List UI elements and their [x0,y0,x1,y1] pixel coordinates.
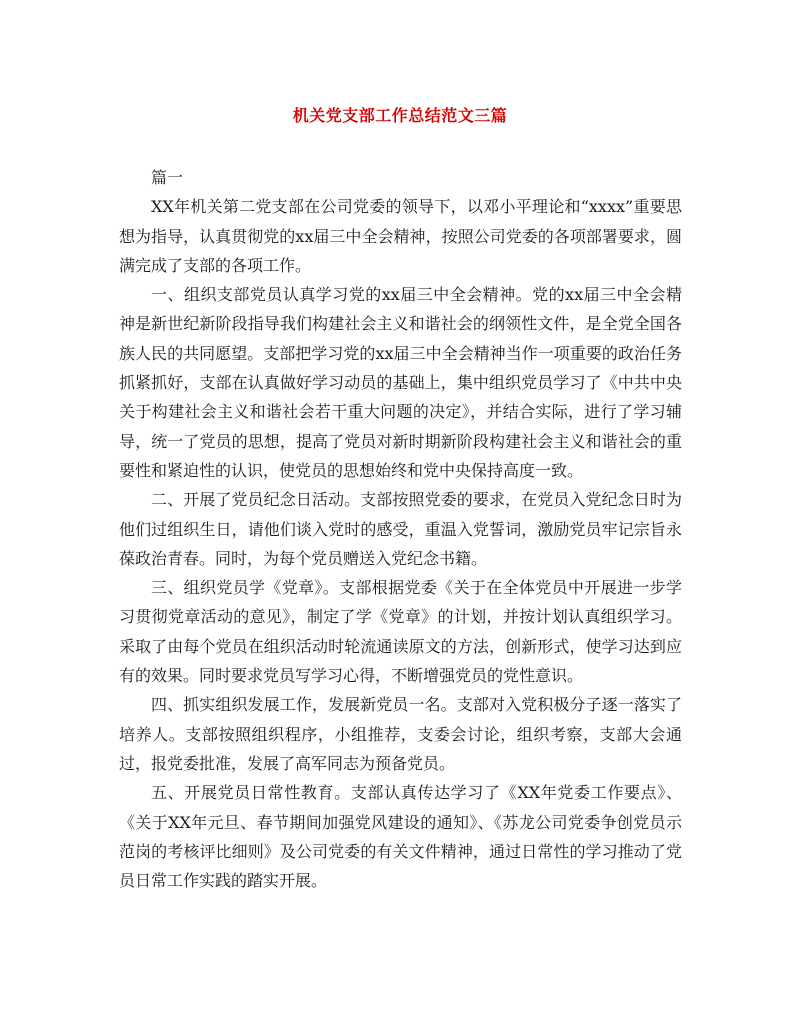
document-title: 机关党支部工作总结范文三篇 [292,106,508,125]
paragraph-item-1: 一、组织支部党员认真学习党的xx届三中全会精神。党的xx届三中全会精神是新世纪新阶段指导我们构建社会主义和谐社会的纲领性文件，是全党全国各族人民的共同愿望。支部把学习党的xx届三中全会精神当作一项重要的政治任务抓紧抓好，支部在认真做好学习动员的基础上，集中组织党员学习了《中共中央关于构建社会主义和谐社会若干重大问题的决定》，并结合实际，进行了学习辅导，统一了党员的思想，提高了党员对新时期新阶段构建社会主义和谐社会的重要性和紧迫性的认识，使党员的思想始终和党中央保持高度一致。 [119,285,682,480]
section-label: 篇一 [151,168,184,187]
paragraph-item-3: 三、组织党员学《党章》。支部根据党委《关于在全体党员中开展进一步学习贯彻党章活动的意见》，制定了学《党章》的计划，并按计划认真组织学习。采取了由每个党员在组织活动时轮流通读原文的方法，创新形式，使学习达到应有的效果。同时要求党员写学习心得，不断增强党员的党性意识。 [119,578,682,686]
paragraph-intro: XX年机关第二党支部在公司党委的领导下，以邓小平理论和“xxxx”重要思想为指导，认真贯彻党的xx届三中全会精神，按照公司党委的各项部署要求，圆满完成了支部的各项工作。 [119,197,682,275]
paragraph-item-4: 四、抓实组织发展工作，发展新党员一名。支部对入党积极分子逐一落实了培养人。支部按照组织程序，小组推荐，支委会讨论，组织考察，支部大会通过，报党委批准，发展了高军同志为预备党员。 [119,695,682,773]
paragraph-item-2: 二、开展了党员纪念日活动。支部按照党委的要求，在党员入党纪念日时为他们过组织生日，请他们谈入党时的感受，重温入党誓词，激励党员牢记宗旨永葆政治青春。同时，为每个党员赠送入党纪念书籍。 [119,490,682,568]
document-body [119,163,682,895]
paragraph-item-5: 五、开展党员日常性教育。支部认真传达学习了《XX年党委工作要点》、《关于XX年元旦、春节期间加强党风建设的通知》、《苏龙公司党委争创党员示范岗的考核评比细则》及公司党委的有关文件精神，通过日常性的学习推动了党员日常工作实践的踏实开展。 [119,783,682,891]
